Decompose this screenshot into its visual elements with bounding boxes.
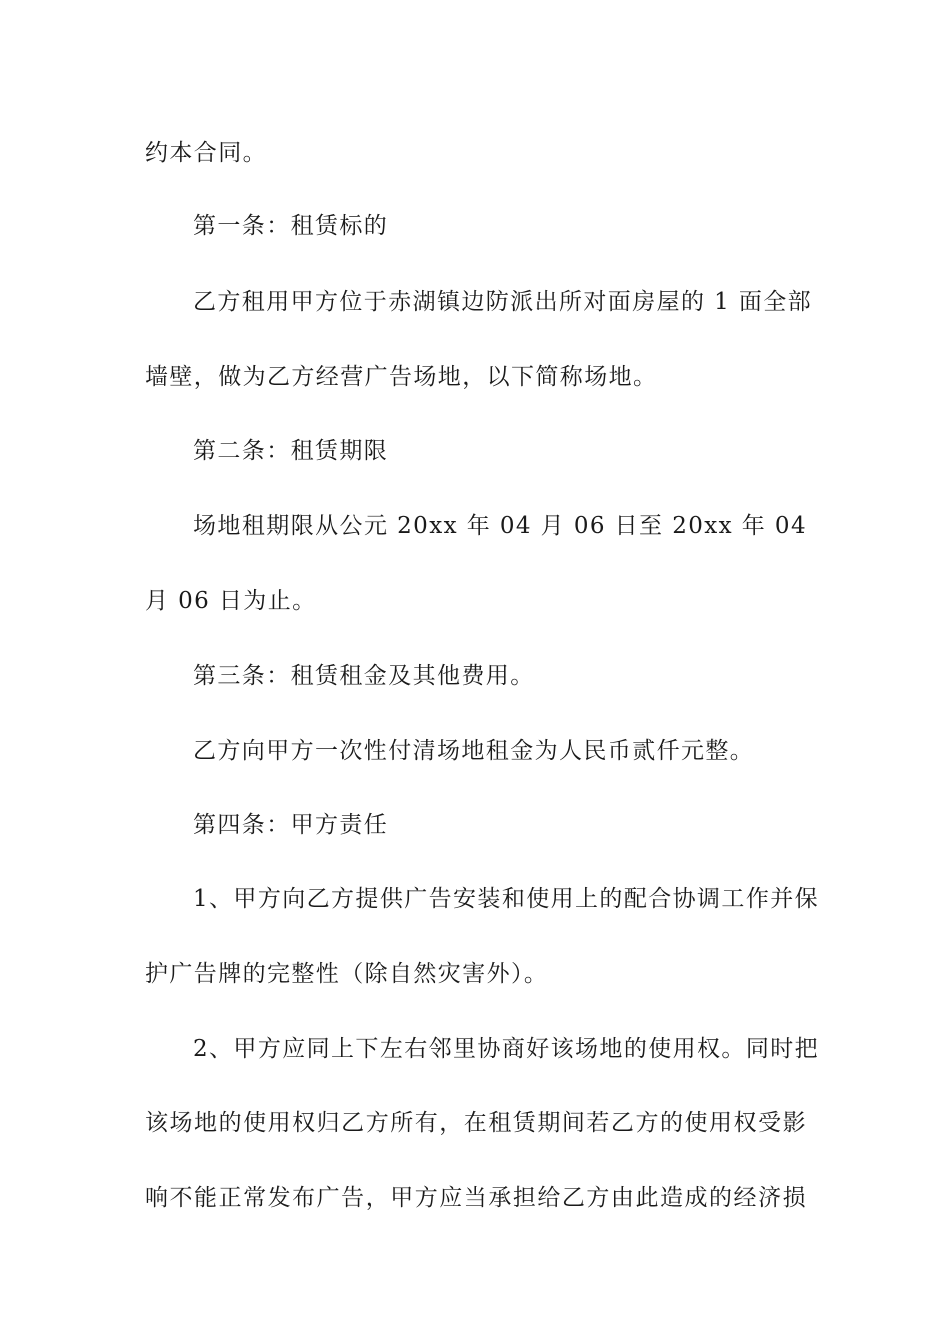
- text-line-continuation: 约本合同。: [145, 140, 267, 166]
- article-1-heading: 第一条：租赁标的: [193, 213, 389, 239]
- article-2-body-line-1: 场地租期限从公元 20xx 年 04 月 06 日至 20xx 年 04: [193, 513, 807, 539]
- article-4-item-2-line-2: 该场地的使用权归乙方所有，在租赁期间若乙方的使用权受影: [145, 1110, 807, 1136]
- article-3-body: 乙方向甲方一次性付清场地租金为人民币贰仟元整。: [193, 738, 755, 764]
- article-1-body-line-1: 乙方租用甲方位于赤湖镇边防派出所对面房屋的 1 面全部: [193, 289, 813, 315]
- article-2-body-line-2: 月 06 日为止。: [145, 588, 317, 614]
- article-4-item-1-line-2: 护广告牌的完整性（除自然灾害外）。: [145, 961, 549, 987]
- article-4-item-1-line-1: 1、甲方向乙方提供广告安装和使用上的配合协调工作并保: [193, 886, 820, 912]
- article-3-heading: 第三条：租赁租金及其他费用。: [193, 663, 535, 689]
- article-2-heading: 第二条：租赁期限: [193, 438, 389, 464]
- article-1-body-line-2: 墙壁，做为乙方经营广告场地，以下简称场地。: [145, 364, 658, 390]
- article-4-heading: 第四条：甲方责任: [193, 812, 389, 838]
- article-4-item-2-line-1: 2、甲方应同上下左右邻里协商好该场地的使用权。同时把: [193, 1036, 820, 1062]
- article-4-item-2-line-3: 响不能正常发布广告，甲方应当承担给乙方由此造成的经济损: [145, 1185, 807, 1211]
